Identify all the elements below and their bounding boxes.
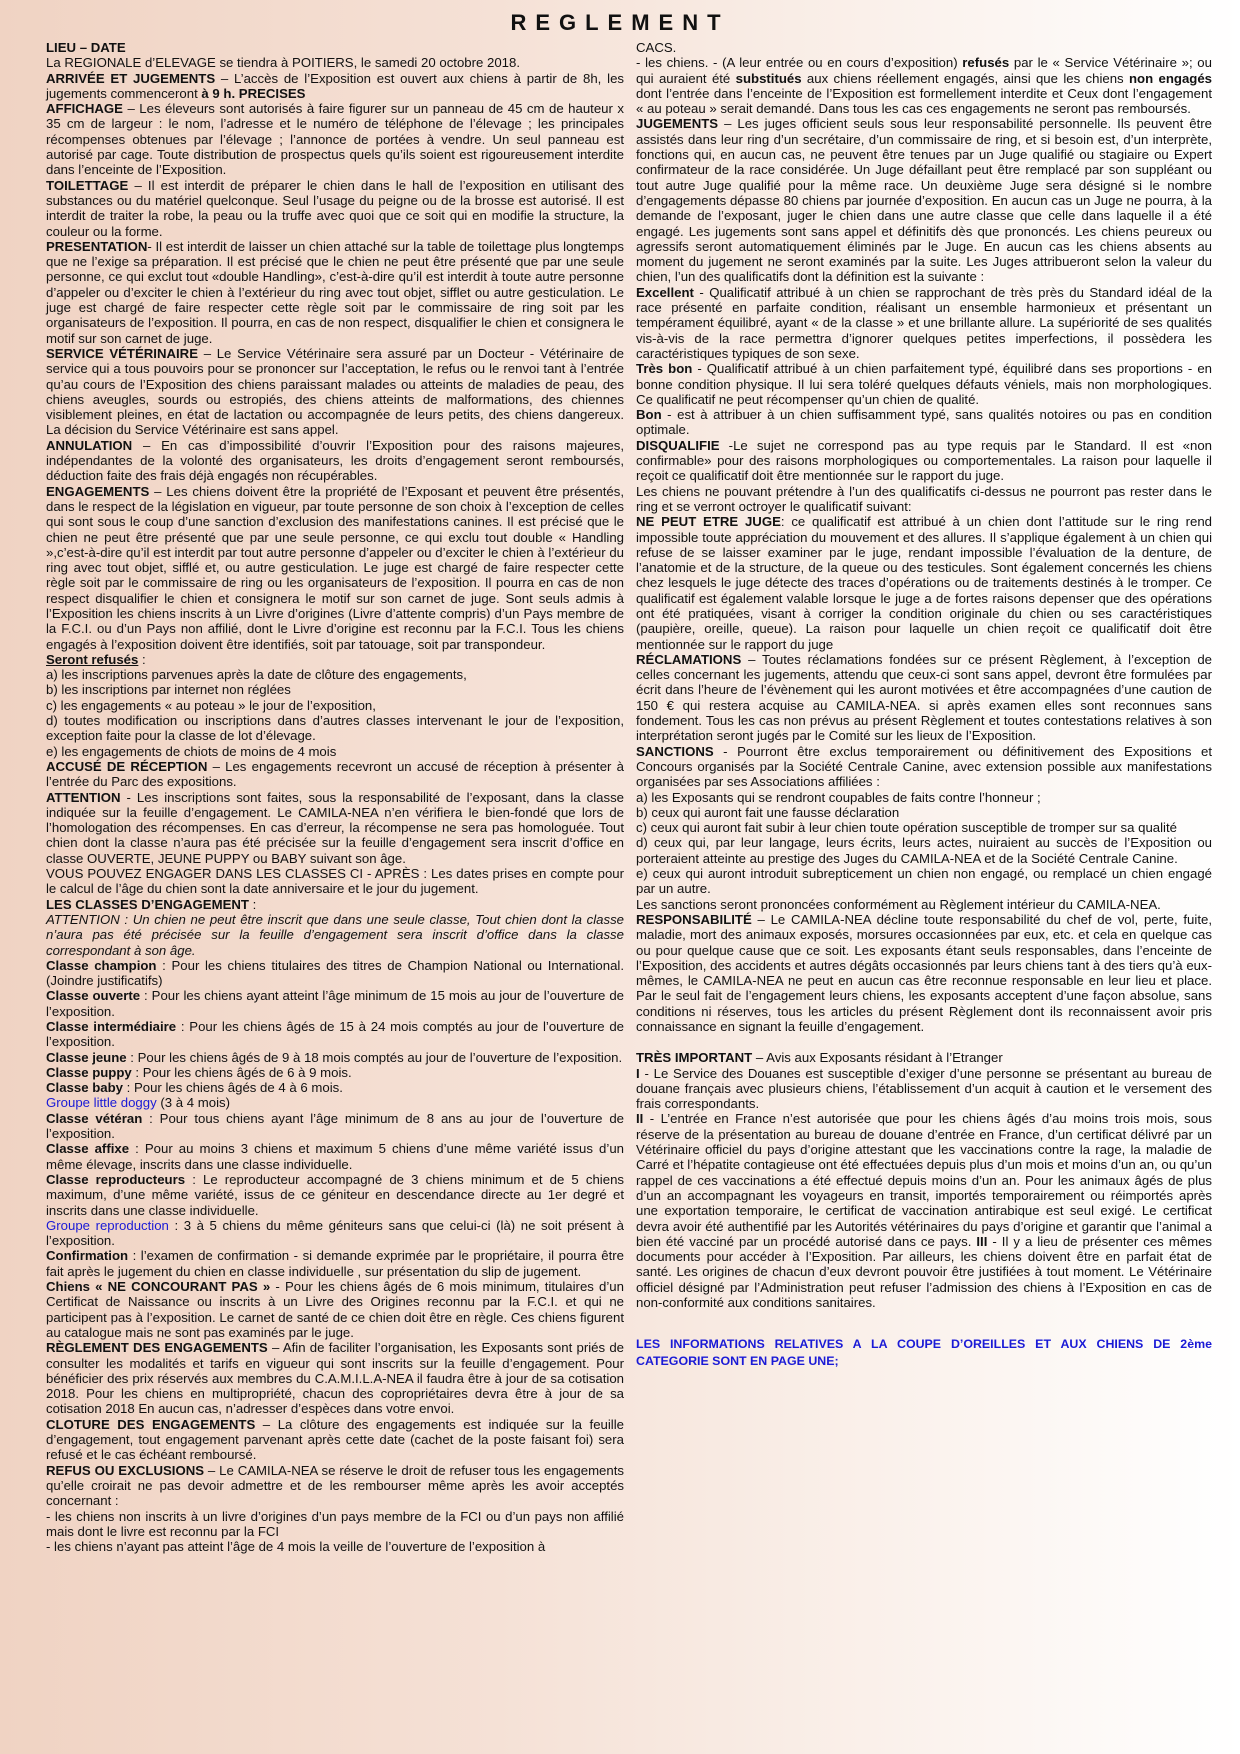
- underlined-heading: Seront refusés: [46, 651, 139, 667]
- paragraph: [46, 178, 624, 239]
- section-heading: I: [636, 1065, 640, 1081]
- closing-note: LES INFORMATIONS RELATIVES A LA COUPE D’OREILLES ET AUX CHIENS DE 2ème CATEGORIE SONT EN PAGE UNE;: [636, 1337, 1212, 1368]
- paragraph-text: : 3 à 5 chiens du même géniteurs sans que celui-ci (là) ne soit présent à l’exposition.: [46, 1217, 625, 1249]
- paragraph: [46, 1218, 624, 1249]
- section-heading: RÉCLAMATIONS: [636, 651, 742, 667]
- paragraph: [46, 1065, 624, 1080]
- paragraph-text: CACS.: [636, 40, 677, 55]
- section-heading: SANCTIONS: [636, 743, 714, 759]
- section-heading: JUGEMENTS: [636, 116, 719, 132]
- paragraph: [636, 805, 1212, 820]
- section-heading: NE PEUT ETRE JUGE: [636, 514, 781, 530]
- paragraph-text: : Pour les chiens âgés de 15 à 24 mois comptés au jour de l’ouverture de l’exposition.: [46, 1019, 624, 1050]
- paragraph: [46, 744, 624, 759]
- paragraph: [46, 1463, 624, 1509]
- paragraph-text: aux chiens réellement engagés, ainsi que les chiens: [801, 70, 1129, 86]
- paragraph: [636, 1066, 1212, 1112]
- section-heading: SERVICE VÉTÉRINAIRE: [46, 345, 199, 361]
- right-column: [636, 40, 1212, 1369]
- paragraph: [636, 116, 1212, 284]
- paragraph-text: - les chiens non inscrits à un livre d’origines d’un pays membre de la FCI ou d’un pays non affilié mais dont le livre est reconnu par la FCI: [46, 1508, 624, 1539]
- section-heading: Très bon: [636, 361, 693, 377]
- paragraph: [46, 988, 624, 1019]
- section-heading: Bon: [636, 407, 662, 423]
- section-heading: ARRIVÉE ET JUGEMENTS: [46, 70, 216, 86]
- blue-heading: Groupe reproduction: [46, 1217, 169, 1233]
- paragraph-text: : Pour les chiens âgés de 6 à 9 mois.: [131, 1064, 352, 1080]
- paragraph-text: c) ceux qui auront fait subir à leur chien toute opération susceptible de tromper sur sa qualité: [636, 820, 1177, 836]
- paragraph-text: e) les engagements de chiots de moins de 4 mois: [46, 743, 337, 759]
- paragraph-text: e) ceux qui auront introduit subrepticement un chien non engagé, ou remplacé un chien engagé par un autre.: [636, 866, 1212, 897]
- paragraph: [46, 71, 624, 102]
- section-heading: ATTENTION: [46, 789, 121, 805]
- paragraph: [636, 407, 1212, 438]
- paragraph-text: – Il est interdit de préparer le chien dans le hall de l’exposition en utilisant des substances ou du matériel quelconque. Seul l’usage du peigne ou de la brosse est autorisé. Il est interdit de traiter la robe, la peau ou la truffe avec quoi que ce soit qui en modifie la structure, la couleur ou la forme.: [46, 177, 624, 239]
- paragraph-text: – Les engagements recevront un accusé de réception à présenter à l’entrée du Parc des expositions.: [46, 758, 624, 790]
- blue-heading: Groupe little doggy: [46, 1095, 157, 1111]
- bold-text: substitués: [735, 70, 802, 86]
- paragraph-text: VOUS POUVEZ ENGAGER DANS LES CLASSES CI - APRÈS : Les dates prises en compte pour le calcul de l’âge du chien sont la date anniversaire et le jour du jugement.: [46, 866, 624, 897]
- section-heading: REFUS OU EXCLUSIONS: [46, 1462, 205, 1478]
- paragraph-text: : Pour tous chiens ayant l’âge minimum de 8 ans au jour de l’ouverture de l’exposition.: [46, 1110, 625, 1142]
- paragraph: [46, 40, 624, 55]
- section-heading: LIEU – DATE: [46, 40, 126, 55]
- paragraph: [46, 239, 624, 346]
- paragraph: [46, 484, 624, 652]
- paragraph: [636, 866, 1212, 897]
- section-heading: Confirmation: [46, 1248, 129, 1264]
- paragraph: [46, 759, 624, 790]
- paragraph: [46, 1340, 624, 1416]
- left-column: [46, 40, 624, 1554]
- paragraph: [636, 912, 1212, 1034]
- paragraph-text: -Le sujet ne correspond pas au type requis par le Standard. Il est «non confirmable» pour des raisons morphologiques ou comportementales. La raison pour laquelle il reçoit ce qualificatif doit être mentionnée sur le rapport du juge.: [636, 437, 1212, 484]
- paragraph: [46, 101, 624, 177]
- paragraph-text: c) les engagements « au poteau » le jour de l’exposition,: [46, 697, 376, 713]
- section-heading: Classe champion: [46, 957, 157, 973]
- paragraph: [46, 1095, 624, 1110]
- section-heading: II: [636, 1111, 644, 1127]
- paragraph: [636, 1050, 1212, 1065]
- section-heading: Classe reproducteurs: [46, 1171, 186, 1187]
- paragraph-text: : ce qualificatif est attribué à un chien dont l’attitude sur le ring rend impossible toute appréciation du mouvement et des allures. Il s’applique également à un chien qui refuse de se laisser examiner par le juge, rendant impossible l’évaluation de la denture, de l’anatomie et de la structure, de la queue ou des testicules. Sont également concernés les chiens chez lesquels le juge détecte des traces d’opérations ou de traitements destinés à le tromper. Ce qualificatif est également valable lorsque le juge a de fortes raisons depenser que des opérations ont été pratiquées, visant à corriger la condition originale du chien ou ses caractéristiques (paupière, oreille, queue). La raison pour laquelle un chien reçoit ce qualificatif doit être mentionnée sur le rapport du juge: [636, 514, 1212, 652]
- paragraph: [636, 897, 1212, 912]
- paragraph-text: – Le CAMILA-NEA se réserve le droit de refuser tous les engagements qu’elle croirait ne pas devoir admettre et de les rembourser même après les avoir acceptés concernant :: [46, 1462, 624, 1509]
- bold-text: non engagés: [1128, 70, 1212, 86]
- paragraph-text: - Il y a lieu de présenter ces mêmes documents pour accéder à l’Exposition. Par ailleurs, les chiens doivent être en parfait état de santé. Les origines de chacun d’eux devront pouvoir être justifiées à tout moment. Le Vétérinaire officiel désigné par l’Administration peut refuser l’admission des chiens à l’Exposition en cas de non-conformité aux conditions sanitaires.: [636, 1233, 1212, 1311]
- paragraph-text: – Le CAMILA-NEA décline toute responsabilité du chef de vol, perte, fuite, maladie, mort des animaux exposés, morsures occasionnées par eux, etc. et cela en quelque cas ou pour quelque cause que ce soit. Les exposants étant seuls responsables, dans l’enceinte de l’Exposition, des accidents et autres dégâts occasionnés par leurs chiens tant à des tiers qu’à eux-mêmes, le CAMILA-NEA ne peut en aucun cas être reconnue responsable en leur lieu et place. Par le seul fait de l’engagement leurs chiens, les exposants acceptent d’une façon absolue, sans conditions ni réserves, tous les articles du présent Règlement dont ils reconnaissent avoir pris connaissance en signant la feuille d’engagement.: [636, 911, 1212, 1034]
- spacer: [636, 1034, 1212, 1050]
- paragraph-text: - Qualificatif attribué à un chien parfaitement typé, équilibré dans ses proportions - en bonne condition physique. Il lui sera toléré quelques défauts véniels, mais non morphologiques. Ce qualificatif ne peut récompenser qu’un chien de qualité.: [636, 361, 1212, 407]
- paragraph-text: - L’entrée en France n’est autorisée que pour les chiens âgés d’au moins trois mois, sous réserve de la présentation au bureau de douane d’entrée en France, d’un certificat délivré par un Vétérinaire officiel du pays d’origine attestant que les vaccinations contre la rage, la maladie de Carré et l’hépatite contagieuse ont été effectuées depuis plus d’un mois et moins d’un an, ou qu’un rappel de ces vaccinations a été effectué depuis moins d’un an. Pour les animaux âgés de plus d’un an accompagnant les voyageurs en transit, importés temporairement ou réimportés après une exportation temporaire, le certificat de vaccination antirabique est seul exigé. Le certificat devra avoir été authentifié par les Autorités vétérinaires du pays d’origine et garantir que l’animal a bien été vacciné par un procédé autorisé dans ce pays.: [636, 1111, 1212, 1249]
- paragraph: [636, 484, 1212, 515]
- section-heading: ENGAGEMENTS: [46, 483, 150, 499]
- paragraph-text: Les sanctions seront prononcées conformément au Règlement intérieur du CAMILA-NEA.: [636, 896, 1161, 912]
- section-heading: AFFICHAGE: [46, 101, 123, 117]
- paragraph-text: a) les inscriptions parvenues après la date de clôture des engagements,: [46, 667, 467, 683]
- paragraph-text: – Les juges officient seuls sous leur responsabilité personnelle. Ils peuvent être assistés dans leur ring d’un secrétaire, d’un commissaire de ring, et si besoin est, d’un interprète, fonctions qui, en aucun cas, ne peuvent être tenues par un Juge qualifié ou stagiaire ou Expert confirmateur de la race considérée. Un Juge défaillant peut être remplacé par son suppléant ou tout autre Juge qualifié pour la même race. Un deuxième Juge sera désigné si le nombre d’engagements dépasse 80 chiens par journée d’exposition. En aucun cas un Juge ne pourra, à la demande de l’exposant, juger le chien dans une autre classe que celle dans laquelle il a été engagé. Les jugements sont sans appel et définitifs dès que prononcés. Les chiens peureux ou agressifs seront automatiquement éliminés par le Juge. En aucun cas les chiens absents au moment du jugement ne seront examinés par la suite. Les Juges attribueront selon la valeur du chien, l’un des qualificatifs dont la définition est la suivante :: [636, 116, 1212, 285]
- section-heading: ACCUSÉ DE RÉCEPTION: [46, 758, 208, 774]
- section-heading: Chiens « NE CONCOURANT PAS »: [46, 1279, 271, 1295]
- paragraph: [636, 55, 1212, 116]
- paragraph-text: – En cas d’impossibilité d’ouvrir l’Exposition pour des raisons majeures, indépendantes de la volonté des organisateurs, les droits d’engagement seront remboursés, déduction faite des frais déjà engagés non récupérables.: [46, 437, 624, 484]
- section-heading: CLOTURE DES ENGAGEMENTS: [46, 1416, 256, 1432]
- section-heading: Classe puppy: [46, 1064, 132, 1080]
- paragraph: [636, 1111, 1212, 1310]
- section-heading: TOILETTAGE: [46, 177, 129, 193]
- bold-text: à 9 h. PRECISES: [201, 85, 306, 101]
- paragraph: [46, 1050, 624, 1065]
- paragraph: [46, 698, 624, 713]
- paragraph: [636, 40, 1212, 55]
- paragraph: [46, 1248, 624, 1279]
- paragraph-text: : Pour les chiens ayant atteint l’âge minimum de 15 mois au jour de l’ouverture de l’exposition.: [46, 988, 624, 1019]
- paragraph-text: - Les inscriptions sont faites, sous la responsabilité de l’exposant, dans la classe indiquée sur la feuille d’engagement. Le CAMILA-NEA n’en vérifiera le bien-fondé que lors de l’homologation des récompenses. En cas d’erreur, la récompense ne sera pas homologuée. Tout chien dont la classe n’aura pas été précisée sur la feuille d’engagement sera inscrit d’office en classe OUVERTE, JEUNE PUPPY ou BABY suivant son âge.: [46, 789, 624, 866]
- paragraph-text: - Qualificatif attribué à un chien se rapprochant de très près du Standard idéal de la race présenté en parfaite condition, réalisant un ensemble harmonieux et présentant un tempérament équilibré, ayant « de la classe » et une brillante allure. La supériorité de ses qualités vis-à-vis de la race permettra d’ignorer quelques petites imperfections, il possèdera les caractéristiques typiques de son sexe.: [636, 284, 1212, 361]
- paragraph: [636, 438, 1212, 484]
- paragraph-text: – Les éleveurs sont autorisés à faire figurer sur un panneau de 45 cm de hauteur x 35 cm de largeur : le nom, l’adresse et le numéro de téléphone de l’élevage ; les principales récompenses obtenues par l’élevage ; l’annonce de portées à vendre. Un seul panneau est autorisé par cage. Toute distribution de prospectus quels qu’ils soient est rigoureusement interdite dans l’enceinte de l’Exposition.: [46, 101, 624, 178]
- paragraph: [46, 897, 624, 912]
- paragraph: [46, 1019, 624, 1050]
- paragraph: [636, 835, 1212, 866]
- section-heading: Excellent: [636, 284, 694, 300]
- paragraph: [46, 55, 624, 70]
- paragraph-text: – L’accès de l’Exposition est ouvert aux chiens à partir de 8h, les jugements commenceront: [46, 70, 624, 101]
- paragraph-text: : Le reproducteur accompagné de 3 chiens minimum et de 5 chiens maximum, d’une même variété, issus de ce géniteur en descendance directe au 1er degré et inscrits dans une classe individuelle.: [46, 1171, 624, 1218]
- paragraph: [636, 744, 1212, 790]
- paragraph-text: d) toutes modification ou inscriptions dans d’autres classes intervenant le jour de l’exposition, exception faite pour la classe de lot d’élevage.: [46, 713, 624, 744]
- section-heading: ANNULATION: [46, 437, 133, 453]
- section-heading: PRESENTATION: [46, 238, 148, 254]
- paragraph: [46, 912, 624, 958]
- bold-text: refusés: [962, 55, 1010, 71]
- paragraph-text: : Pour les chiens âgés de 4 à 6 mois.: [122, 1080, 343, 1096]
- paragraph-text: – Avis aux Exposants résidant à l’Etranger: [752, 1050, 1003, 1066]
- paragraph-text: :: [248, 896, 257, 912]
- paragraph-text: - Pour les chiens âgés de 6 mois minimum, titulaires d’un Certificat de Naissance ou inscrits à un Livre des Origines reconnu par la F.C.I. et qui ne participent pas à l’exposition. Le carnet de santé de ce chien doit être en règle. Ces chiens figurent au catalogue mais ne sont pas examinés par le juge.: [46, 1279, 624, 1340]
- paragraph-text: :: [138, 651, 146, 667]
- paragraph: [636, 1336, 1212, 1369]
- paragraph-text: dont l’entrée dans l’enceinte de l’Exposition est formellement interdite et Ceux dont l’engagement « au poteau » serait demandé. Dans tous les cas ces engagements ne seront pas remboursés.: [636, 85, 1212, 117]
- paragraph-text: Les chiens ne pouvant prétendre à l’un des qualificatifs ci-dessus ne pourront pas rester dans le ring et se verront octroyer le qualificatif suivant:: [636, 483, 1212, 514]
- paragraph: [46, 652, 624, 667]
- paragraph-text: (3 à 4 mois): [156, 1095, 230, 1111]
- section-heading: Classe jeune: [46, 1049, 127, 1065]
- paragraph-text: La REGIONALE d’ELEVAGE se tiendra à POITIERS, le samedi 20 octobre 2018.: [46, 55, 521, 71]
- paragraph-text: - Le Service des Douanes est susceptible d’exiger d’une personne se présentant au bureau de douane français avec plusieurs chiens, l’établissement d’un acquit à caution et le versement des frais correspondants.: [636, 1065, 1212, 1112]
- paragraph-text: - Il est interdit de laisser un chien attaché sur la table de toilettage plus longtemps que ne l’exige sa préparation. Il est précisé que le chien ne peut être présenté que par une seule personne, ce qui exclut tout «double Handling», c’est-à-dire qu’il est interdit à toute autre personne d’appeler ou d’exciter le chien à l’extérieur du ring avec tout objet, sifflet ou autre gesticulation. Le juge est chargé de faire respecter cette règle soit par le commissaire de ring soit par les organisateurs de l’exposition. Il pourra, en cas de non respect, disqualifier le chien et consignera le motif sur son carnet de juge.: [46, 238, 624, 346]
- paragraph: [46, 667, 624, 682]
- section-heading: Classe ouverte: [46, 988, 141, 1004]
- paragraph-text: : Pour les chiens âgés de 9 à 18 mois comptés au jour de l’ouverture de l’exposition.: [126, 1049, 623, 1065]
- paragraph-text: par le « Service Vétérinaire »; ou qui auraient été: [636, 55, 1212, 86]
- page-title: REGLEMENT: [510, 10, 730, 35]
- section-heading: LES CLASSES D’ENGAGEMENT: [46, 896, 249, 912]
- section-heading: Classe baby: [46, 1080, 123, 1096]
- paragraph-text: – La clôture des engagements est indiquée sur la feuille d’engagement, tout engagement parvenant après cette date (cachet de la poste faisant foi) sera refusé et le cas échéant remboursé.: [46, 1416, 624, 1463]
- paragraph: [46, 438, 624, 484]
- paragraph: [46, 1080, 624, 1095]
- paragraph-text: - les chiens n’ayant pas atteint l’âge de 4 mois la veille de l’ouverture de l’exposition à: [46, 1539, 546, 1555]
- paragraph: [46, 790, 624, 866]
- paragraph: [46, 1172, 624, 1218]
- paragraph: [46, 682, 624, 697]
- paragraph-text: - Pourront être exclus temporairement ou définitivement des Expositions et Concours organisés par la Société Centrale Canine, avec extension possible aux manifestations organisées par ses Associations affiliées :: [636, 743, 1212, 790]
- paragraph-text: – Afin de faciliter l’organisation, les Exposants sont priés de consulter les modalités et tarifs en vigueur qui sont inscrits sur la feuille d’engagement. Pour bénéficier des prix réservés aux membres du C.A.M.I.L.A-NEA il faudra être à jour de sa cotisation 2018. Pour les chiens en multipropriété, chacun des copropriétaires devra être à jour de sa cotisation 2018 En aucun cas, n’adresser d’espèces dans votre envoi.: [46, 1340, 624, 1417]
- paragraph: [46, 1111, 624, 1142]
- italic-note: ATTENTION : Un chien ne peut être inscrit que dans une seule classe, Tout chien dont la classe n’aura pas été précisée sur la feuille d’engagement sera inscrit d’office dans la classe correspondant à son âge.: [46, 911, 624, 958]
- bold-text: III: [976, 1233, 988, 1249]
- paragraph-text: b) ceux qui auront fait une fausse déclaration: [636, 804, 900, 820]
- paragraph-text: – Le Service Vétérinaire sera assuré par un Docteur - Vétérinaire de service qui a tous pouvoirs pour se prononcer sur l’acceptation, le refus ou le renvoi tant à l’entrée qu’au cours de l’Exposition des chiens paraissant malades ou atteints de maladies de peau, des chiens aveugles, sourds ou estropiés, des chiens atteints de malformations, des chiennes visiblement pleines, en état de lactation ou accompagnée de leurs petits, des chiens dangereux. La décision du Service Vétérinaire est sans appel.: [46, 345, 624, 438]
- paragraph-text: - les chiens. - (A leur entrée ou en cours d’exposition): [636, 55, 963, 71]
- paragraph: [46, 713, 624, 744]
- paragraph-text: : Pour les chiens titulaires des titres de Champion National ou International. (Joindre justificatifs): [46, 957, 625, 989]
- paragraph: [46, 1141, 624, 1172]
- paragraph-text: b) les inscriptions par internet non réglées: [46, 682, 291, 698]
- paragraph: [46, 346, 624, 438]
- section-heading: Classe intermédiaire: [46, 1019, 177, 1034]
- paragraph-text: – Toutes réclamations fondées sur ce présent Règlement, à l’exception de celles concernant les jugements, attendu que ceux-ci sont sans appel, devront être formulées par écrit dans l’heure de l’évènement qui les auront motivées et être accompagnées d’une caution de 150 € qui restera acquise au CAMILA-NEA. si après examen elles sont reconnues sans fondement. Tous les cas non prévus au présent Règlement et toutes contestations relatives à son interprétation seront jugés par le Comité sur les lieux de l’Exposition.: [636, 651, 1212, 744]
- paragraph: [636, 514, 1212, 652]
- paragraph: [636, 361, 1212, 407]
- paragraph-text: – Les chiens doivent être la propriété de l’Exposant et peuvent être présentés, dans le respect de la législation en vigueur, par toute personne de son choix à l’exception de celles qui sont sous le coup d’une sanction d’exclusion des manifestations canines. Il est précisé que le chien ne peut être présenté que par une seule personne, ce qui exclu tout double « Handling »,c’est-à-dire qu’il est interdit par tout autre personne d’appeler ou d’exciter le chien à l’extérieur du ring avec tout objet, sifflé et, ou autre gesticulation. Le juge est chargé de faire respecter cette règle soit par le commissaire de ring ou les organisateurs de l’exposition. Il pourra en cas de non respect disqualifier le chien et consignera le motif sur son carnet de juge. Sont seuls admis à l’Exposition les chiens inscrits à un Livre d’origines (Livre d’attente compris) d’un Pays membre de la F.C.I. ou d’un Pays non affilié, dont le Livre d’origine est reconnu par la F.C.I. Tous les chiens engagés à l’exposition doivent être identifiés, soit par tatouage, soit par transpondeur.: [46, 483, 624, 652]
- paragraph: [46, 1279, 624, 1340]
- paragraph-text: - est à attribuer à un chien suffisamment typé, sans qualités notoires ou pas en condition optimale.: [636, 407, 1212, 438]
- spacer: [636, 1310, 1212, 1336]
- paragraph-text: : Pour au moins 3 chiens et maximum 5 chiens d’une même variété issus d’un même élevage, inscrits dans une classe individuelle.: [46, 1141, 624, 1172]
- section-heading: Classe vétéran: [46, 1110, 143, 1126]
- paragraph-text: a) les Exposants qui se rendront coupables de faits contre l’honneur ;: [636, 789, 1041, 805]
- paragraph: [46, 866, 624, 897]
- section-heading: Classe affixe: [46, 1141, 130, 1157]
- paragraph: [636, 652, 1212, 744]
- paragraph: [46, 1417, 624, 1463]
- paragraph: [46, 1539, 624, 1554]
- paragraph-text: d) ceux qui, par leur langage, leurs écrits, leurs actes, nuiraient au succès de l’Exposition ou porteraient atteinte au prestige des Juges du CAMILA-NEA et de la Société Centrale Canine.: [636, 835, 1212, 866]
- paragraph-text: : l’examen de confirmation - si demande exprimée par le propriétaire, il pourra être fait après le jugement du chien en classe individuelle , sur présentation du slip de jugement.: [46, 1248, 624, 1279]
- paragraph: [46, 958, 624, 989]
- section-heading: RESPONSABILITÉ: [636, 911, 752, 927]
- paragraph: [636, 285, 1212, 361]
- paragraph: [636, 790, 1212, 805]
- section-heading: RÈGLEMENT DES ENGAGEMENTS: [46, 1340, 268, 1356]
- section-heading: DISQUALIFIE: [636, 437, 720, 453]
- section-heading: TRÈS IMPORTANT: [636, 1050, 753, 1066]
- paragraph: [46, 1509, 624, 1540]
- paragraph: [636, 820, 1212, 835]
